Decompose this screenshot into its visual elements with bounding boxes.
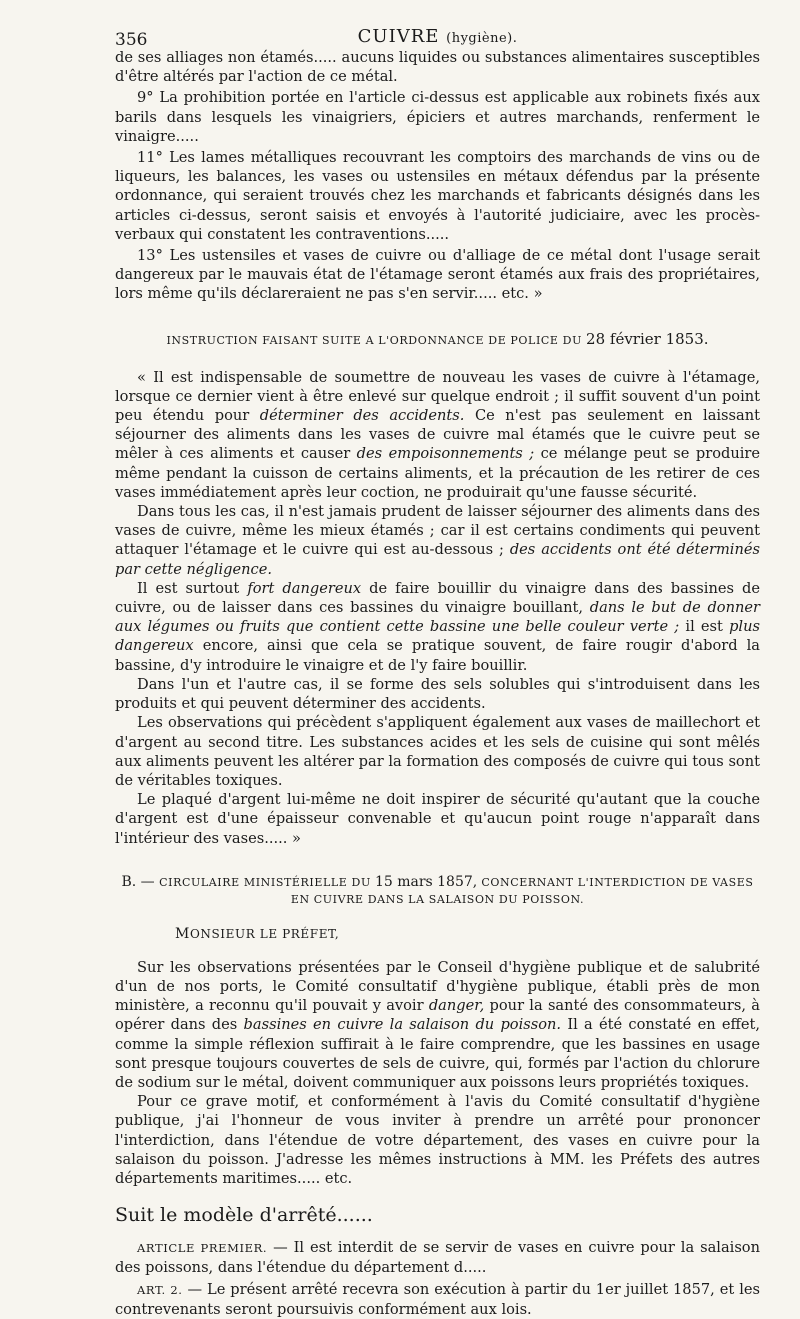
circulaire-heading	[115, 874, 760, 908]
article-1-text: — Il est interdit de se servir de vases en cuivre pour la salaison des poissons, dans l'étendue du département d.....	[115, 1239, 760, 1277]
article-1	[115, 1238, 760, 1277]
article-1-label: ARTICLE PREMIER.	[137, 1241, 268, 1256]
instruction-paragraph-2: Dans tous les cas, il n'est jamais prudent de laisser séjourner des aliments dans des vases de cuivre, même les mieux étamés ; car il est certains condiments qui peuvent attaquer l'étamage et le cuivre qui est au-dessous ; des accidents ont été déterminés par cette négligence.	[115, 503, 760, 578]
running-title-main: CUIVRE	[357, 26, 440, 47]
circulaire-heading-date: 15 mars 1857,	[374, 873, 478, 890]
running-title	[115, 26, 760, 47]
instruction-heading	[115, 330, 760, 348]
intro-paragraph-3: 11° Les lames métalliques recouvrant les comptoirs des marchands de vins ou de liqueurs, les balances, les vases ou ustensiles en métaux défendus par la présente ordonnance, qui seraient trouvés chez les marchands et fabricants désignés dans les articles ci-dessus, seront saisis et envoyés à l'autorité judiciaire, avec les procès-verbaux qui constatent les contraventions.....	[115, 149, 760, 243]
intro-paragraph-2: 9° La prohibition portée en l'article ci-dessus est applicable aux robinets fixés aux barils dans lesquels les vinaigriers, épiciers et autres marchands, renferment le vinaigre.....	[115, 89, 760, 145]
instruction-paragraph-4: Dans l'un et l'autre cas, il se forme des sels solubles qui s'introduisent dans les produits et qui peuvent déterminer des accidents.	[115, 675, 760, 713]
intro-paragraph-4: 13° Les ustensiles et vases de cuivre ou d'alliage de ce métal dont l'usage serait dangereux par le mauvais état de l'étamage seront étamés aux frais des propriétaires, lors même qu'ils déclareraient ne pas s'en servir..... etc. »	[115, 247, 760, 303]
circulaire-heading-text-b: CONCERNANT L'INTERDICTION DE VASES EN CUIVRE DANS LA SALAISON DU POISSON.	[290, 875, 754, 906]
article-2-text: — Le présent arrêté recevra son exécution à partir du 1er juillet 1857, et les contrevenants seront poursuivis conformément aux lois.	[115, 1280, 760, 1318]
page-number: 356	[115, 30, 148, 50]
article-2	[115, 1280, 760, 1319]
instruction-heading-date: 28 février 1853.	[586, 329, 709, 348]
intro-paragraph-1: de ses alliages non étamés..... aucuns liquides ou substances alimentaires susceptibles d'être altérés par l'action de ce métal.	[115, 49, 760, 86]
model-heading: Suit le modèle d'arrêté......	[115, 1204, 373, 1227]
instruction-paragraph-5: Les observations qui précèdent s'appliquent également aux vases de maillechort et d'argent au second titre. Les substances acides et les sels de cuisine qui sont mêlés aux aliments peuvent les altérer par la formation des composés de cuivre qui tous sont de véritables toxiques.	[115, 714, 760, 789]
instruction-paragraph-6: Le plaqué d'argent lui-même ne doit inspirer de sécurité qu'autant que la couche d'argent est d'une épaisseur convenable et qu'aucun point rouge n'apparaît dans l'intérieur des vases..... »	[115, 791, 760, 847]
circulaire-paragraph-2: Pour ce grave motif, et conformément à l'avis du Comité consultatif d'hygiène publique, j'ai l'honneur de vous inviter à prendre un arrêté pour prononcer l'interdiction, dans l'étendue de votre département, des vases en cuivre pour la salaison du poisson. J'adresse les mêmes instructions à MM. les Préfets des autres départements maritimes..... etc.	[115, 1093, 760, 1187]
running-title-sub: (hygiène).	[446, 31, 518, 46]
salutation: MONSIEUR LE PRÉFET,	[175, 925, 340, 942]
circulaire-heading-text-a: CIRCULAIRE MINISTÉRIELLE DU	[159, 875, 371, 889]
instruction-heading-text: INSTRUCTION FAISANT SUITE A L'ORDONNANCE DE POLICE DU	[166, 333, 582, 347]
article-2-label: ART. 2.	[137, 1282, 183, 1297]
running-head	[115, 20, 760, 48]
circulaire-paragraph-1: Sur les observations présentées par le Conseil d'hygiène publique et de salubrité d'un de nos ports, le Comité consultatif d'hygiène publique, établi près de mon ministère, a reconnu qu'il pouvait y avoir danger, pour la santé des consommateurs, à opérer dans des bassines en cuivre la salaison du poisson. Il a été constaté en effet, comme la simple réflexion suffirait à le faire comprendre, que les bassines en usage sont presque toujours couvertes de sels de cuivre, qui, formés par l'action du chlorure de sodium sur le métal, doivent communiquer aux poissons leurs propriétés toxiques.	[115, 958, 761, 1091]
instruction-paragraph-3: Il est surtout fort dangereux de faire bouillir du vinaigre dans des bassines de cuivre, ou de laisser dans ces bassines du vinaigre bouillant, dans le but de donner aux légumes ou fruits que contient cette bassine une belle couleur verte ; il est plus dangereux encore, ainsi que cela se pratique souvent, de faire rougir d'abord la bassine, d'y introduire le vinaigre et de l'y faire bouillir.	[115, 579, 760, 674]
instruction-paragraph-1: « Il est indispensable de soumettre de nouveau les vases de cuivre à l'étamage, lorsque ce dernier vient à être enlevé sur quelque endroit ; il suffit souvent d'un point peu étendu pour déterminer des accidents. Ce n'est pas seulement en laissant séjourner des aliments dans les vases de cuivre mal étamés que le cuivre peut se mêler à ces aliments et causer des empoisonnements ; ce mélange peut se produire même pendant la cuisson de certains aliments, et la précaution de les retirer de ces vases immédiatement après leur coction, ne produirait qu'une fausse sécurité.	[115, 368, 761, 501]
circulaire-heading-lead: B. —	[121, 873, 160, 890]
